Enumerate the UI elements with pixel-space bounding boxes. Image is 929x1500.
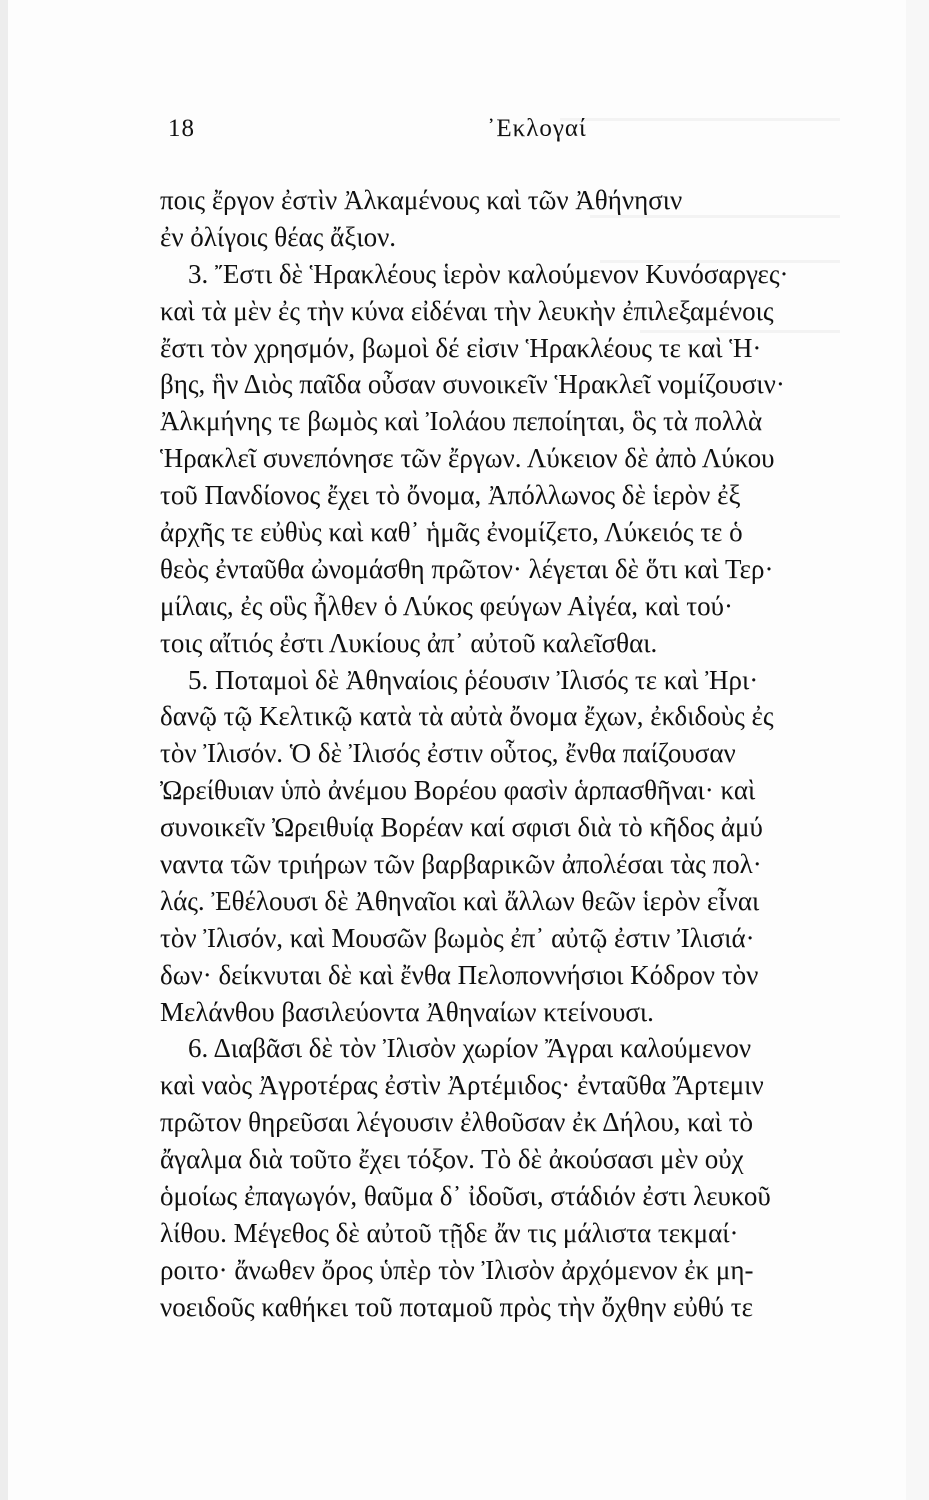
body-text	[160, 182, 904, 1326]
text-line: 6. Διαβᾶσι δὲ τὸν Ἰλισὸν χωρίον Ἄγραι καλούμενον	[188, 1033, 752, 1064]
text-line: τοις αἴτιός ἐστι Λυκίους ἀπ᾿ αὐτοῦ καλεῖσθαι.	[160, 627, 658, 658]
text-line: καὶ ναὸς Ἀγροτέρας ἐστὶν Ἀρτέμιδος· ἐνταῦθα Ἄρτεμιν	[160, 1070, 764, 1101]
text-line: ἀρχῆς τε εὐθὺς καὶ καθ᾿ ἡμᾶς ἐνομίζετο, Λύκειός τε ὁ	[160, 517, 743, 548]
text-line: νοειδοῦς καθήκει τοῦ ποταμοῦ πρὸς τὴν ὄχθην εὐθύ τε	[160, 1291, 753, 1322]
text-line: Μελάνθου βασιλεύοντα Ἀθηναίων κτείνουσι.	[160, 996, 654, 1027]
text-line: συνοικεῖν Ὠρειθυίᾳ Βορέαν καί σφισι διὰ τὸ κῆδος ἀμύ	[160, 812, 763, 843]
text-line: Ἀλκμήνης τε βωμὸς καὶ Ἰολάου πεποίηται, ὃς τὰ πολλὰ	[160, 406, 763, 437]
text-line: 3. Ἔστι δὲ Ἡρακλέους ἱερὸν καλούμενον Κυνόσαργες·	[188, 258, 789, 289]
text-line: ἐν ὀλίγοις θέας ἄξιον.	[160, 221, 397, 252]
text-line: πρῶτον θηρεῦσαι λέγουσιν ἐλθοῦσαν ἐκ Δήλου, καὶ τὸ	[160, 1107, 754, 1138]
page-header	[168, 115, 908, 155]
text-line: ποις ἔργον ἐστὶν Ἀλκαμένους καὶ τῶν Ἀθήνησιν	[160, 185, 683, 215]
text-line: δων· δείκνυται δὲ καὶ ἔνθα Πελοποννήσιοι Κόδρον τὸν	[160, 959, 759, 990]
text-line: τὸν Ἰλισόν, καὶ Μουσῶν βωμὸς ἐπ᾿ αὐτῷ ἐστιν Ἰλισιά·	[160, 922, 755, 953]
text-line: ἄγαλμα διὰ τοῦτο ἔχει τόξον. Τὸ δὲ ἀκούσασι μὲν οὐχ	[160, 1144, 744, 1175]
text-line: Ἡρακλεῖ συνεπόνησε τῶν ἔργων. Λύκειον δὲ ἀπὸ Λύκου	[160, 443, 775, 474]
text-line: τὸν Ἰλισόν. Ὁ δὲ Ἰλισός ἐστιν οὗτος, ἔνθα παίζουσαν	[160, 738, 736, 769]
text-line: ὁμοίως ἐπαγωγόν, θαῦμα δ᾿ ἰδοῦσι, στάδιόν ἐστι λευκοῦ	[160, 1181, 771, 1212]
text-line: μίλαις, ἐς οὓς ἦλθεν ὁ Λύκος φεύγων Αἰγέα, καὶ τού·	[160, 590, 733, 621]
text-line: ναντα τῶν τριήρων τῶν βαρβαρικῶν ἀπολέσαι τὰς πολ·	[160, 849, 762, 880]
text-line: ροιτο· ἄνωθεν ὄρος ὑπὲρ τὸν Ἰλισὸν ἀρχόμενον ἐκ μη-	[160, 1254, 754, 1285]
text-line: ἔστι τὸν χρησμόν, βωμοὶ δέ εἰσιν Ἡρακλέους τε καὶ Ἡ·	[160, 332, 762, 363]
text-line: τοῦ Πανδίονος ἔχει τὸ ὄνομα, Ἀπόλλωνος δὲ ἱερὸν ἐξ	[160, 480, 741, 511]
text-line: 5. Ποταμοὶ δὲ Ἀθηναίοις ῥέουσιν Ἰλισός τε καὶ Ἠρι·	[188, 664, 759, 695]
text-line: λάς. Ἐθέλουσι δὲ Ἀθηναῖοι καὶ ἄλλων θεῶν ἱερὸν εἶναι	[160, 885, 760, 916]
text-line: θεὸς ἐνταῦθα ὠνομάσθη πρῶτον· λέγεται δὲ ὅτι καὶ Τερ·	[160, 553, 774, 584]
running-head: ᾿Εκλογαί	[487, 115, 587, 142]
text-line: Ὠρείθυιαν ὑπὸ ἀνέμου Βορέου φασὶν ἁρπασθῆναι· καὶ	[160, 775, 756, 806]
text-line: βης, ἣν Διὸς παῖδα οὖσαν συνοικεῖν Ἡρακλεῖ νομίζουσιν·	[160, 369, 785, 400]
text-line: δανῷ τῷ Κελτικῷ κατὰ τὰ αὐτὰ ὄνομα ἔχων, ἐκδιδοὺς ἐς	[160, 701, 774, 732]
text-line: λίθου. Μέγεθος δὲ αὐτοῦ τῇδε ἄν τις μάλιστα τεκμαί·	[160, 1217, 739, 1248]
page-number: 18	[168, 115, 195, 142]
text-line: καὶ τὰ μὲν ἐς τὴν κύνα εἰδέναι τὴν λευκὴν ἐπιλεξαμένοις	[160, 295, 774, 326]
